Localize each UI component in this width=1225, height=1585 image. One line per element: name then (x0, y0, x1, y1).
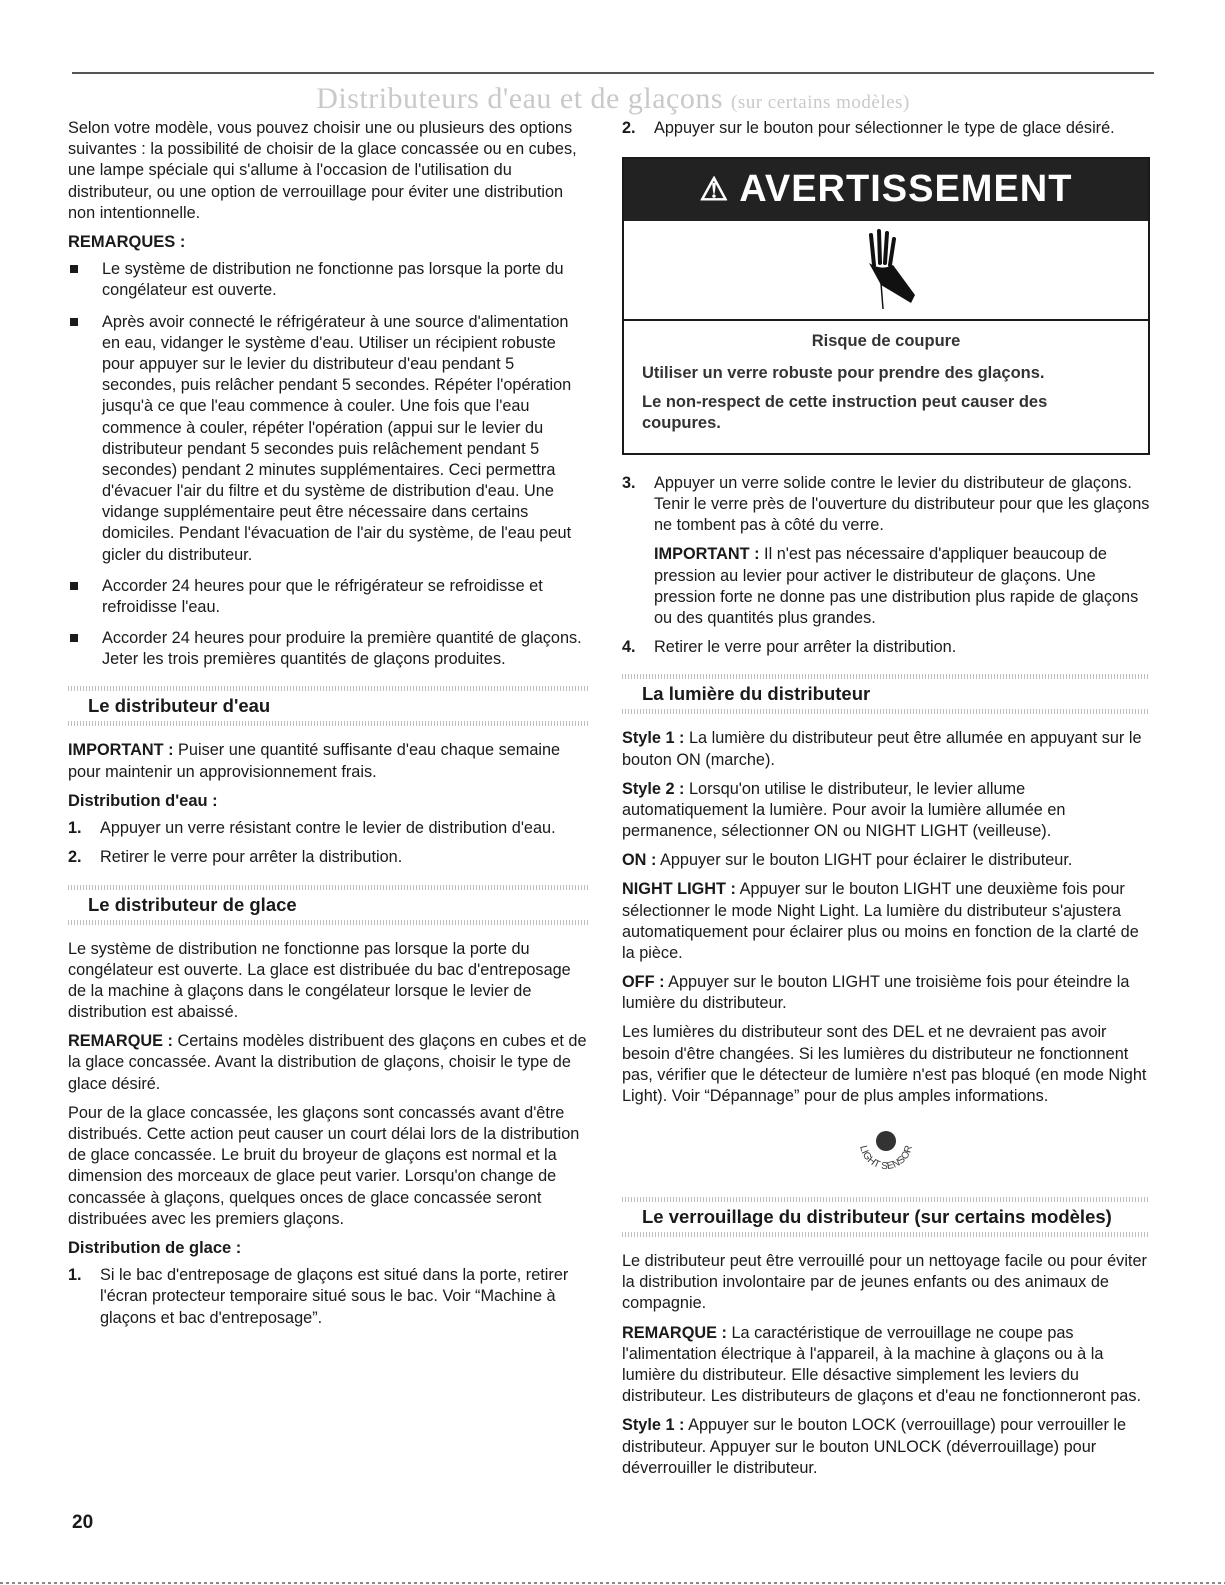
list-item: Après avoir connecté le réfrigérateur à une source d'alimentation en eau, vidanger le système d'eau. Utiliser un récipient robuste pour appuyer sur le levier du distributeur d'eau pendant 5 secondes, puis relâcher pendant 5 secondes. Répéter l'opération jusqu'à ce que l'eau commence à couler. Une fois que l'eau commence à couler, répéter l'opération (appui sur le levier du distributeur pendant 5 secondes puis relâchement pendant 5 secondes) pendant 2 minutes supplémentaires. Ceci permettra d'évacuer l'air du filtre et du système de distribution d'eau. Une vidange supplémentaire peut être nécessaire dans certains domiciles. Pendant l'évacuation de l'air du système, de l'eau peut gicler du distributeur. (68, 312, 590, 566)
step3-important (654, 544, 1150, 629)
remarque-text: La caractéristique de verrouillage ne coupe pas l'alimentation électrique à l'appareil, à la machine à glaçons ou à la lumière du distributeur. Elle désactive simplement les leviers du distributeur. Les distributeurs de glaçons et d'eau ne fonctionneront pas. (622, 1323, 1142, 1406)
section-heading-ice: Le distributeur de glace (68, 885, 590, 925)
lock-paragraph: Le distributeur peut être verrouillé pour un nettoyage facile ou pour éviter la distribution involontaire par de jeunes enfants ou des animaux de compagnie. (622, 1252, 1147, 1313)
water-important (68, 740, 590, 782)
light-item-text: La lumière du distributeur peut être allumée en appuyant sur le bouton ON (marche). (622, 729, 1142, 769)
warning-banner (624, 159, 1148, 221)
top-rule (72, 72, 1154, 74)
cut-hazard-icon (624, 221, 1148, 321)
step-text: Si le bac d'entreposage de glaçons est situé dans la porte, retirer l'écran protecteur temporaire situé sous le bac. Voir “Machine à glaçons et bac d'entreposage”. (100, 1266, 569, 1327)
important-text: Puiser une quantité suffisante d'eau chaque semaine pour maintenir un approvisionnement frais. (68, 741, 561, 781)
ice-steps-continued (622, 118, 1150, 139)
ice-paragraph-1: Le système de distribution ne fonctionne pas lorsque la porte du congélateur est ouverte. La glace est distribuée du bac d'entreposage de la machine à glaçons dans le congélateur lorsque le levier de distribution est abaissé. (68, 939, 571, 1022)
water-steps-heading: Distribution d'eau : (68, 791, 218, 810)
ice-steps-continued-2 (622, 473, 1150, 537)
step-text: Appuyer un verre résistant contre le levier de distribution d'eau. (100, 819, 556, 838)
warning-line-2: Le non-respect de cette instruction peut causer des coupures. (642, 393, 1048, 433)
page-number: 20 (72, 1512, 94, 1533)
list-item (622, 118, 1150, 139)
light-item (622, 850, 1150, 871)
section-heading-light: La lumière du distributeur (622, 674, 1150, 714)
remarque-label: REMARQUE : (68, 1032, 173, 1051)
light-item-label: Style 2 : (622, 779, 685, 798)
remarques-list (68, 259, 590, 670)
warning-banner-text: AVERTISSEMENT (739, 168, 1073, 211)
important-text: Il n'est pas nécessaire d'appliquer beaucoup de pression au levier pour activer le distributeur de glaçons. Une pression forte ne donne pas une distribution plus rapide de glaçons ou des quantités plus grandes. (654, 545, 1139, 627)
right-column (622, 118, 1150, 1487)
style-text: Appuyer sur le bouton LOCK (verrouillage) pour verrouiller le distributeur. Appuyer sur le bouton UNLOCK (déverrouillage) pour déverrouiller le distributeur. (622, 1416, 1127, 1477)
warning-text (624, 321, 1148, 453)
light-sensor-icon (622, 1119, 1150, 1181)
lock-style1 (622, 1415, 1150, 1479)
important-label: IMPORTANT : (68, 741, 174, 760)
warning-triangle-icon: ⚠ (699, 171, 730, 208)
section-heading-water: Le distributeur d'eau (68, 686, 590, 726)
light-item-text: Appuyer sur le bouton LIGHT une troisième fois pour éteindre la lumière du distributeur. (622, 973, 1130, 1013)
page-title-sub: (sur certains modèles) (731, 92, 910, 113)
step-text: Appuyer sur le bouton pour sélectionner le type de glace désiré. (654, 119, 1115, 137)
page-title-main: Distributeurs d'eau et de glaçons (316, 82, 723, 115)
style-label: Style 1 : (622, 1416, 685, 1435)
list-item (622, 473, 1150, 537)
ice-steps (68, 1265, 590, 1329)
light-item (622, 972, 1150, 1014)
step-number: 1. (68, 819, 82, 838)
light-item-text: Appuyer sur le bouton LIGHT une deuxième fois pour sélectionner le mode Night Light. La lumière du distributeur s'ajustera automatiquement pour éclairer plus ou moins en fonction de la clarté de la pièce. (622, 880, 1139, 962)
remarques-heading: REMARQUES : (68, 232, 186, 251)
light-item-label: Style 1 : (622, 729, 685, 748)
remarque-text: Certains modèles distribuent des glaçons en cubes et de la glace concassée. Avant la distribution de glaçons, choisir le type de glace désiré. (68, 1032, 587, 1093)
important-label: IMPORTANT : (654, 545, 760, 564)
hand-cut-icon (841, 225, 931, 315)
step-number: 3. (622, 473, 636, 492)
list-item (68, 818, 590, 839)
lock-remarque (622, 1323, 1150, 1408)
step-number: 4. (622, 638, 636, 657)
step-number: 1. (68, 1266, 82, 1285)
warning-line-1: Utiliser un verre robuste pour prendre des glaçons. (642, 363, 1045, 382)
bottom-rule (0, 1582, 1225, 1584)
intro-paragraph: Selon votre modèle, vous pouvez choisir une ou plusieurs des options suivantes : la possibilité de choisir de la glace concassée ou en cubes, une lampe spéciale qui s'allume à l'occasion de l'utilisation du distributeur, ou une option de verrouillage pour éviter une distribution non intentionnelle. (68, 119, 577, 222)
light-item (622, 879, 1150, 964)
list-item (622, 637, 1150, 658)
light-item-label: ON : (622, 851, 657, 870)
ice-steps-heading: Distribution de glace : (68, 1238, 242, 1257)
ice-paragraph-2: Pour de la glace concassée, les glaçons sont concassés avant d'être distribués. Cette action peut causer un court délai lors de la distribution de glace concassée. Le bruit du broyeur de glaçons est normal et la dimension des morceaux de glace peut varier. Lorsqu'on change de concassée à glaçons, quelques onces de glace concassée seront distribuées avec les premiers glaçons. (68, 1103, 580, 1228)
light-item-label: NIGHT LIGHT : (622, 880, 736, 899)
water-steps (68, 818, 590, 868)
list-item: Accorder 24 heures pour que le réfrigérateur se refroidisse et refroidisse l'eau. (68, 576, 590, 618)
step-number: 2. (68, 848, 82, 867)
list-item (68, 847, 590, 868)
light-paragraph: Les lumières du distributeur sont des DEL et ne devraient pas avoir besoin d'être changées. Si les lumières du distributeur ne fonctionnent pas, vérifier que le détecteur de lumière n'est pas bloqué (en mode Night Light). Voir “Dépannage” pour de plus amples informations. (622, 1023, 1147, 1105)
sensor-label: LIGHT SENSOR (857, 1144, 915, 1173)
warning-risk: Risque de coupure (811, 332, 961, 351)
section-heading-lock: Le verrouillage du distributeur (sur certains modèles) (622, 1197, 1150, 1237)
step-number: 2. (622, 119, 636, 137)
remarque-label: REMARQUE : (622, 1323, 727, 1342)
step-text: Retirer le verre pour arrêter la distribution. (654, 638, 957, 657)
left-column (68, 118, 590, 1337)
step-text: Retirer le verre pour arrêter la distribution. (100, 848, 403, 867)
light-item (622, 728, 1150, 770)
light-item-text: Lorsqu'on utilise le distributeur, le levier allume automatiquement la lumière. Pour avoir la lumière allumée en permanence, sélectionner ON ou NIGHT LIGHT (veilleuse). (622, 779, 1066, 841)
page-title (72, 82, 1154, 116)
list-item: Accorder 24 heures pour produire la première quantité de glaçons. Jeter les trois premières quantités de glaçons produites. (68, 628, 590, 670)
warning-box (622, 157, 1150, 455)
step-text: Appuyer un verre solide contre le levier du distributeur de glaçons. Tenir le verre près de l'ouverture du distributeur pour que les glaçons ne tombent pas à côté du verre. (654, 473, 1150, 535)
light-item (622, 779, 1150, 843)
list-item: Le système de distribution ne fonctionne pas lorsque la porte du congélateur est ouverte. (68, 259, 590, 301)
ice-steps-continued-3 (622, 637, 1150, 658)
light-item-text: Appuyer sur le bouton LIGHT pour éclairer le distributeur. (660, 851, 1073, 870)
light-item-label: OFF : (622, 973, 665, 992)
list-item (68, 1265, 590, 1329)
ice-remarque (68, 1031, 590, 1095)
